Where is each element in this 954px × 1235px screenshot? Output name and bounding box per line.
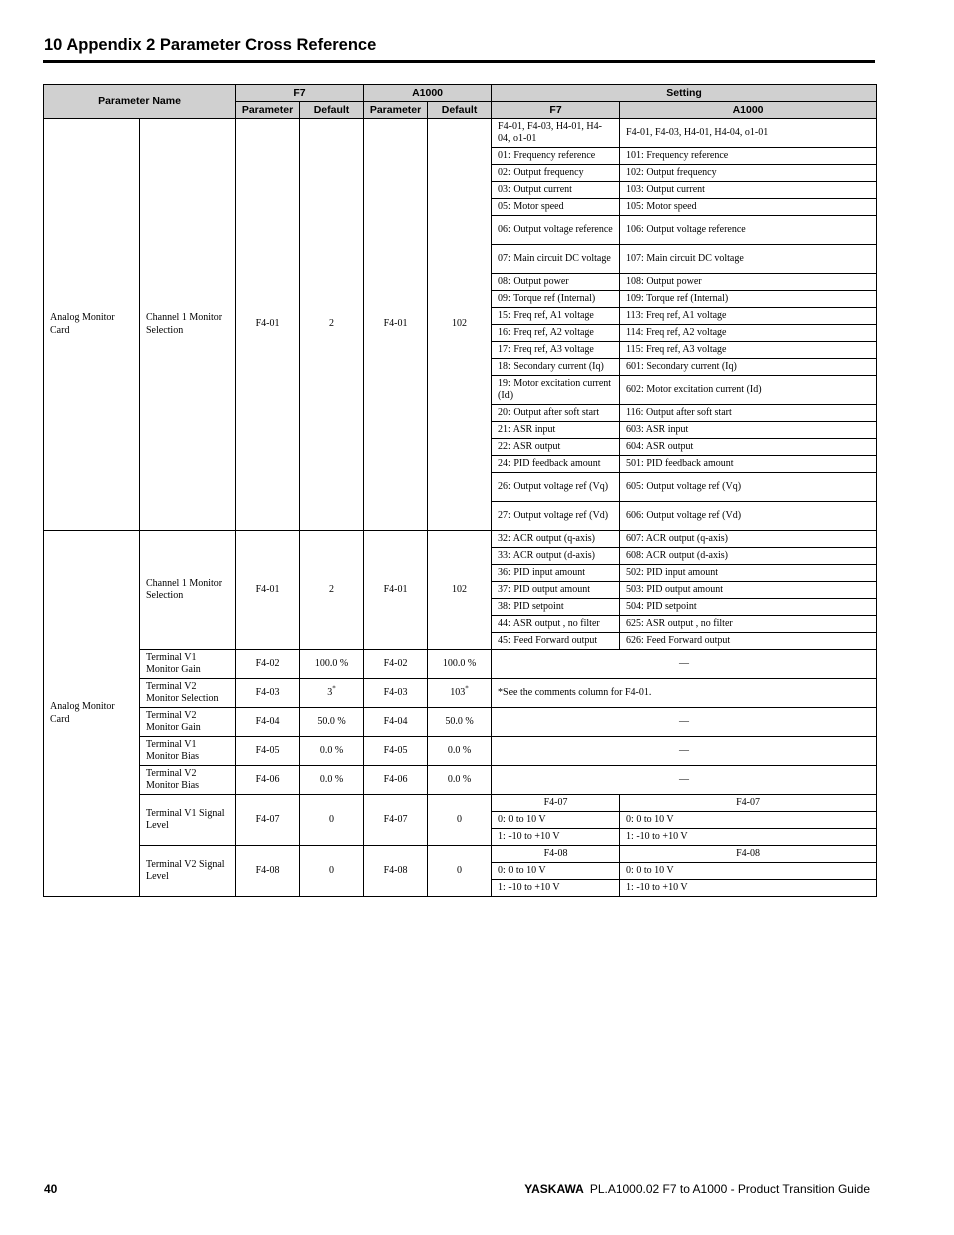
setting-f7-cell: 08: Output power [492, 274, 620, 291]
col-header-f7-parameter: Parameter [236, 102, 300, 119]
f7-default-cell: 100.0 % [300, 650, 364, 679]
a1000-parameter-cell: F4-04 [364, 708, 428, 737]
setting-a1000-cell: 1: -10 to +10 V [620, 829, 877, 846]
f7-default-cell: 0 [300, 795, 364, 846]
setting-dash-cell: — [492, 650, 877, 679]
setting-a1000-cell: 602: Motor excitation current (Id) [620, 376, 877, 405]
parameter-group-name: Analog Monitor Card [44, 531, 140, 897]
f7-default-cell: 0.0 % [300, 737, 364, 766]
setting-f7-cell: 0: 0 to 10 V [492, 863, 620, 880]
setting-a1000-cell: 607: ACR output (q-axis) [620, 531, 877, 548]
setting-f7-cell: 07: Main circuit DC voltage [492, 245, 620, 274]
setting-f7-cell: 22: ASR output [492, 439, 620, 456]
setting-f7-cell: 26: Output voltage ref (Vq) [492, 473, 620, 502]
default-value: 103 [450, 686, 466, 698]
f7-parameter-cell: F4-03 [236, 679, 300, 708]
parameter-cross-reference-table [43, 84, 877, 897]
setting-f7-cell: 19: Motor excitation current (Id) [492, 376, 620, 405]
setting-f7-cell: 18: Secondary current (Iq) [492, 359, 620, 376]
col-header-f7-default: Default [300, 102, 364, 119]
setting-f7-cell: 05: Motor speed [492, 199, 620, 216]
setting-a1000-head-cell: F4-07 [620, 795, 877, 812]
setting-f7-cell: 44: ASR output , no filter [492, 616, 620, 633]
setting-a1000-cell: 107: Main circuit DC voltage [620, 245, 877, 274]
setting-dash-cell: — [492, 766, 877, 795]
setting-a1000-cell: 502: PID input amount [620, 565, 877, 582]
setting-f7-cell: F4-01, F4-03, H4-01, H4-04, o1-01 [492, 119, 620, 148]
a1000-default-cell [428, 679, 492, 708]
setting-a1000-cell: 503: PID output amount [620, 582, 877, 599]
setting-f7-cell: 1: -10 to +10 V [492, 829, 620, 846]
header-row-1 [44, 85, 877, 102]
a1000-parameter-cell: F4-06 [364, 766, 428, 795]
setting-f7-cell: 17: Freq ref, A3 voltage [492, 342, 620, 359]
setting-a1000-cell: 605: Output voltage ref (Vq) [620, 473, 877, 502]
setting-a1000-cell: 103: Output current [620, 182, 877, 199]
setting-f7-cell: 33: ACR output (d-axis) [492, 548, 620, 565]
col-header-a1000: A1000 [364, 85, 492, 102]
setting-f7-cell: 01: Frequency reference [492, 148, 620, 165]
parameter-sub-name: Channel 1 Monitor Selection [140, 531, 236, 650]
setting-f7-cell: 24: PID feedback amount [492, 456, 620, 473]
footnote-mark: * [465, 684, 469, 693]
table-row [44, 846, 877, 863]
setting-a1000-cell: 501: PID feedback amount [620, 456, 877, 473]
setting-a1000-cell: 101: Frequency reference [620, 148, 877, 165]
table-row [44, 119, 877, 148]
table-row [44, 531, 877, 548]
a1000-default-cell: 102 [428, 119, 492, 531]
parameter-sub-name: Terminal V2 Signal Level [140, 846, 236, 897]
setting-a1000-cell: 626: Feed Forward output [620, 633, 877, 650]
setting-note-cell: *See the comments column for F4-01. [492, 679, 877, 708]
setting-a1000-cell: 0: 0 to 10 V [620, 863, 877, 880]
setting-a1000-cell: 102: Output frequency [620, 165, 877, 182]
setting-f7-cell: 09: Torque ref (Internal) [492, 291, 620, 308]
f7-default-cell [300, 679, 364, 708]
setting-a1000-cell: 606: Output voltage ref (Vd) [620, 502, 877, 531]
section-rule [43, 60, 875, 63]
setting-a1000-cell: 109: Torque ref (Internal) [620, 291, 877, 308]
setting-a1000-cell: 601: Secondary current (Iq) [620, 359, 877, 376]
a1000-parameter-cell: F4-07 [364, 795, 428, 846]
col-header-setting-f7: F7 [492, 102, 620, 119]
setting-f7-cell: 15: Freq ref, A1 voltage [492, 308, 620, 325]
f7-default-cell: 2 [300, 119, 364, 531]
f7-parameter-cell: F4-01 [236, 531, 300, 650]
a1000-parameter-cell: F4-01 [364, 531, 428, 650]
footnote-mark: * [332, 684, 336, 693]
setting-f7-cell: 20: Output after soft start [492, 405, 620, 422]
parameter-group-name: Analog Monitor Card [44, 119, 140, 531]
a1000-default-cell: 0.0 % [428, 737, 492, 766]
f7-parameter-cell: F4-06 [236, 766, 300, 795]
setting-f7-cell: 0: 0 to 10 V [492, 812, 620, 829]
a1000-default-cell: 0 [428, 795, 492, 846]
table-row [44, 650, 877, 679]
col-header-setting-a1000: A1000 [620, 102, 877, 119]
setting-dash-cell: — [492, 737, 877, 766]
setting-f7-cell: 1: -10 to +10 V [492, 880, 620, 897]
col-header-setting: Setting [492, 85, 877, 102]
setting-a1000-cell: 106: Output voltage reference [620, 216, 877, 245]
f7-parameter-cell: F4-04 [236, 708, 300, 737]
parameter-sub-name: Terminal V2 Monitor Gain [140, 708, 236, 737]
setting-a1000-cell: 603: ASR input [620, 422, 877, 439]
setting-f7-cell: 45: Feed Forward output [492, 633, 620, 650]
f7-default-cell: 50.0 % [300, 708, 364, 737]
a1000-default-cell: 50.0 % [428, 708, 492, 737]
a1000-default-cell: 0.0 % [428, 766, 492, 795]
footer-doc-title [524, 1182, 870, 1196]
default-value: 3 [327, 686, 333, 698]
a1000-default-cell: 0 [428, 846, 492, 897]
parameter-sub-name: Terminal V1 Monitor Bias [140, 737, 236, 766]
col-header-f7: F7 [236, 85, 364, 102]
f7-parameter-cell: F4-02 [236, 650, 300, 679]
setting-f7-cell: 06: Output voltage reference [492, 216, 620, 245]
a1000-default-cell: 102 [428, 531, 492, 650]
a1000-parameter-cell: F4-03 [364, 679, 428, 708]
setting-a1000-cell: 116: Output after soft start [620, 405, 877, 422]
table-body [44, 85, 877, 897]
setting-a1000-cell: 604: ASR output [620, 439, 877, 456]
setting-f7-head-cell: F4-08 [492, 846, 620, 863]
setting-a1000-cell: 0: 0 to 10 V [620, 812, 877, 829]
f7-parameter-cell: F4-05 [236, 737, 300, 766]
f7-default-cell: 0 [300, 846, 364, 897]
col-header-a1000-default: Default [428, 102, 492, 119]
f7-parameter-cell: F4-08 [236, 846, 300, 897]
table-row [44, 795, 877, 812]
setting-a1000-cell: F4-01, F4-03, H4-01, H4-04, o1-01 [620, 119, 877, 148]
a1000-parameter-cell: F4-05 [364, 737, 428, 766]
setting-f7-cell: 38: PID setpoint [492, 599, 620, 616]
setting-f7-cell: 27: Output voltage ref (Vd) [492, 502, 620, 531]
table-row [44, 766, 877, 795]
setting-f7-cell: 02: Output frequency [492, 165, 620, 182]
setting-a1000-cell: 625: ASR output , no filter [620, 616, 877, 633]
doc-name: PL.A1000.02 F7 to A1000 - Product Transition Guide [589, 1182, 870, 1196]
setting-a1000-cell: 105: Motor speed [620, 199, 877, 216]
a1000-default-cell: 100.0 % [428, 650, 492, 679]
page-number: 40 [44, 1182, 58, 1196]
table-row [44, 679, 877, 708]
section-title: 10 Appendix 2 Parameter Cross Reference [44, 36, 377, 54]
setting-f7-cell: 03: Output current [492, 182, 620, 199]
setting-a1000-cell: 113: Freq ref, A1 voltage [620, 308, 877, 325]
f7-parameter-cell: F4-07 [236, 795, 300, 846]
setting-dash-cell: — [492, 708, 877, 737]
f7-default-cell: 2 [300, 531, 364, 650]
col-header-parameter-name: Parameter Name [44, 85, 236, 119]
col-header-a1000-parameter: Parameter [364, 102, 428, 119]
setting-f7-cell: 32: ACR output (q-axis) [492, 531, 620, 548]
setting-f7-cell: 21: ASR input [492, 422, 620, 439]
setting-f7-cell: 16: Freq ref, A2 voltage [492, 325, 620, 342]
table-row [44, 708, 877, 737]
setting-a1000-cell: 115: Freq ref, A3 voltage [620, 342, 877, 359]
parameter-sub-name: Terminal V1 Monitor Gain [140, 650, 236, 679]
setting-f7-head-cell: F4-07 [492, 795, 620, 812]
setting-a1000-cell: 108: Output power [620, 274, 877, 291]
table-row [44, 737, 877, 766]
setting-a1000-head-cell: F4-08 [620, 846, 877, 863]
setting-a1000-cell: 504: PID setpoint [620, 599, 877, 616]
parameter-sub-name: Terminal V2 Monitor Selection [140, 679, 236, 708]
a1000-parameter-cell: F4-01 [364, 119, 428, 531]
setting-f7-cell: 37: PID output amount [492, 582, 620, 599]
a1000-parameter-cell: F4-02 [364, 650, 428, 679]
setting-f7-cell: 36: PID input amount [492, 565, 620, 582]
f7-default-cell: 0.0 % [300, 766, 364, 795]
brand-name: YASKAWA [524, 1182, 584, 1196]
setting-a1000-cell: 608: ACR output (d-axis) [620, 548, 877, 565]
parameter-sub-name: Terminal V2 Monitor Bias [140, 766, 236, 795]
f7-parameter-cell: F4-01 [236, 119, 300, 531]
setting-a1000-cell: 114: Freq ref, A2 voltage [620, 325, 877, 342]
parameter-sub-name: Channel 1 Monitor Selection [140, 119, 236, 531]
parameter-sub-name: Terminal V1 Signal Level [140, 795, 236, 846]
setting-a1000-cell: 1: -10 to +10 V [620, 880, 877, 897]
a1000-parameter-cell: F4-08 [364, 846, 428, 897]
